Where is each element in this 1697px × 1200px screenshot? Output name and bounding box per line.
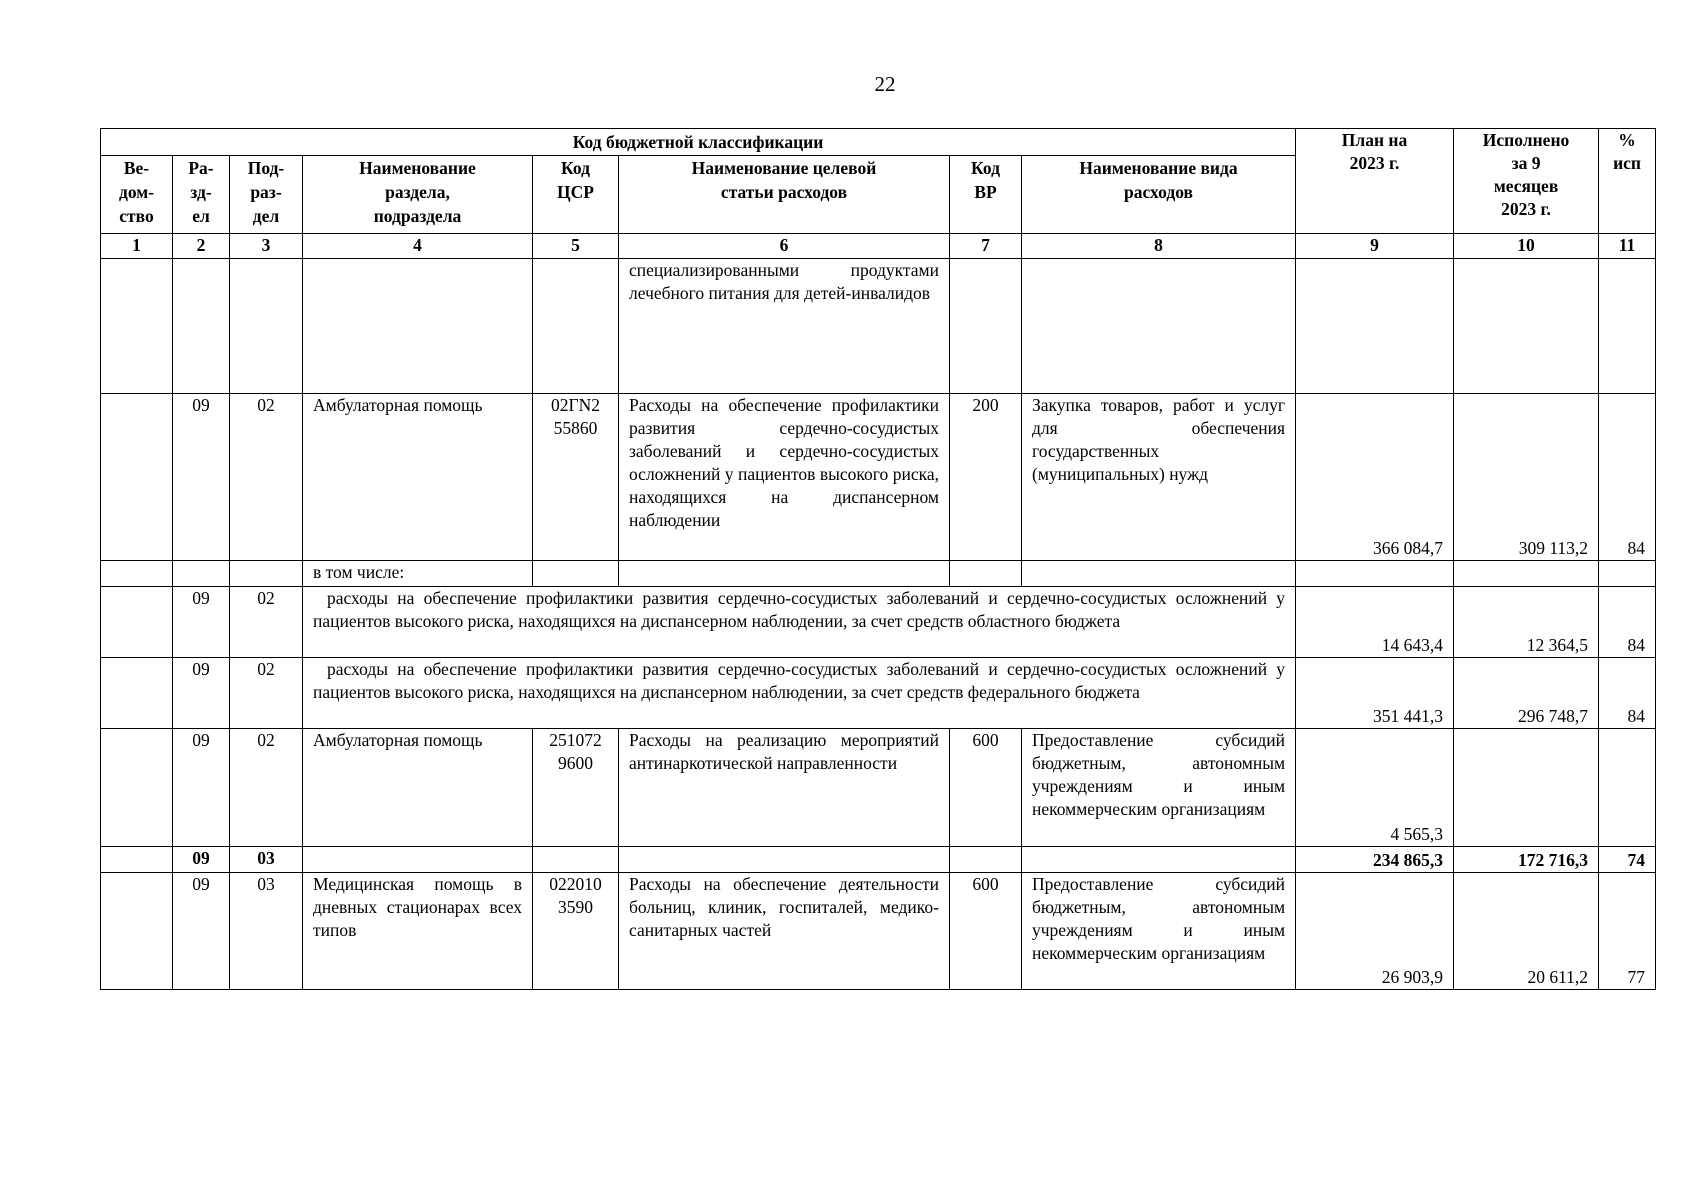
column-number: 1: [101, 234, 173, 259]
cell-percent: 84: [1599, 658, 1656, 729]
column-number: 6: [619, 234, 950, 259]
header-percent: % исп: [1599, 129, 1656, 234]
cell-done: [1454, 259, 1599, 394]
cell-done: [1454, 561, 1599, 587]
header-podrazdel: Под- раз- дел: [230, 156, 303, 234]
header-plan: План на 2023 г.: [1296, 129, 1454, 234]
cell-percent: 77: [1599, 873, 1656, 990]
column-numbers-row: [101, 234, 1656, 259]
column-number: 8: [1022, 234, 1296, 259]
cell-spanning-description: расходы на обеспечение профилактики развития сердечно-сосудистых заболеваний и сердечно-сосудистых осложнений у пациентов высокого риска, находящихся на диспансерном наблюдении, за счет средств областного бюджета: [303, 587, 1296, 658]
cell-target-name: [619, 847, 950, 873]
cell-target-name: Расходы на обеспечение деятельности больниц, клиник, госпиталей, медико-санитарных частей: [619, 873, 950, 990]
cell-done: 20 611,2: [1454, 873, 1599, 990]
table-row: [101, 587, 1656, 658]
table-row-subtotal: [101, 847, 1656, 873]
header-razdel: Ра- зд- ел: [173, 156, 230, 234]
cell-vedomstvo: [101, 873, 173, 990]
cell-vedomstvo: [101, 587, 173, 658]
table-row: [101, 729, 1656, 847]
column-number: 3: [230, 234, 303, 259]
cell-razdel: [173, 561, 230, 587]
cell-type-name: Предоставление субсидий бюджетным, автономным учреждениям и иным некоммерческим организациям: [1022, 873, 1296, 990]
cell-plan: [1296, 561, 1454, 587]
cell-done: 12 364,5: [1454, 587, 1599, 658]
cell-type-name: [1022, 259, 1296, 394]
cell-vr: [950, 561, 1022, 587]
cell-podrazdel: 02: [230, 658, 303, 729]
cell-percent: [1599, 561, 1656, 587]
header-vedomstvo: Ве- дом- ство: [101, 156, 173, 234]
cell-vedomstvo: [101, 259, 173, 394]
cell-podrazdel: 02: [230, 729, 303, 847]
header-group-title: Код бюджетной классификации: [101, 129, 1296, 156]
cell-plan: 234 865,3: [1296, 847, 1454, 873]
cell-target-name: Расходы на обеспечение профилактики развития сердечно-сосудистых заболеваний и сердечно-сосудистых осложнений у пациентов высокого риска, находящихся на диспансерном наблюдении: [619, 394, 950, 561]
cell-csr: [533, 561, 619, 587]
cell-podrazdel: 03: [230, 873, 303, 990]
cell-vr: 200: [950, 394, 1022, 561]
cell-target-name: специализированными продуктами лечебного питания для детей-инвалидов: [619, 259, 950, 394]
cell-section-name: Амбулаторная помощь: [303, 394, 533, 561]
cell-podrazdel: [230, 259, 303, 394]
column-number: 5: [533, 234, 619, 259]
table-row: [101, 561, 1656, 587]
column-number: 9: [1296, 234, 1454, 259]
cell-vedomstvo: [101, 729, 173, 847]
header-type-name: Наименование вида расходов: [1022, 156, 1296, 234]
cell-plan: 26 903,9: [1296, 873, 1454, 990]
cell-section-name: Амбулаторная помощь: [303, 729, 533, 847]
cell-spanning-description: расходы на обеспечение профилактики развития сердечно-сосудистых заболеваний и сердечно-сосудистых осложнений у пациентов высокого риска, находящихся на диспансерном наблюдении, за счет средств федерального бюджета: [303, 658, 1296, 729]
cell-plan: 14 643,4: [1296, 587, 1454, 658]
cell-target-name: [619, 561, 950, 587]
cell-razdel: 09: [173, 873, 230, 990]
page-number: 22: [874, 72, 896, 96]
cell-plan: 4 565,3: [1296, 729, 1454, 847]
cell-type-name: [1022, 561, 1296, 587]
cell-vedomstvo: [101, 658, 173, 729]
column-number: 4: [303, 234, 533, 259]
cell-vedomstvo: [101, 394, 173, 561]
cell-done: 296 748,7: [1454, 658, 1599, 729]
cell-vr: [950, 259, 1022, 394]
cell-vedomstvo: [101, 847, 173, 873]
header-done: Исполнено за 9 месяцев 2023 г.: [1454, 129, 1599, 234]
cell-done: [1454, 729, 1599, 847]
cell-section-name: в том числе:: [303, 561, 533, 587]
table-row: [101, 873, 1656, 990]
cell-csr: [533, 259, 619, 394]
cell-razdel: 09: [173, 587, 230, 658]
cell-target-name: Расходы на реализацию мероприятий антинаркотической направленности: [619, 729, 950, 847]
cell-razdel: 09: [173, 729, 230, 847]
table-row: [101, 259, 1656, 394]
cell-section-name: [303, 847, 533, 873]
cell-csr: 251072 9600: [533, 729, 619, 847]
cell-vedomstvo: [101, 561, 173, 587]
cell-section-name: [303, 259, 533, 394]
table-row: [101, 658, 1656, 729]
cell-type-name: Закупка товаров, работ и услуг для обеспечения государственных (муниципальных) нужд: [1022, 394, 1296, 561]
cell-percent: [1599, 729, 1656, 847]
cell-vr: [950, 847, 1022, 873]
cell-type-name: Предоставление субсидий бюджетным, автономным учреждениям и иным некоммерческим организациям: [1022, 729, 1296, 847]
cell-podrazdel: 02: [230, 587, 303, 658]
cell-section-name: Медицинская помощь в дневных стационарах всех типов: [303, 873, 533, 990]
cell-csr: 02ГN2 55860: [533, 394, 619, 561]
cell-percent: 84: [1599, 587, 1656, 658]
cell-razdel: 09: [173, 847, 230, 873]
cell-podrazdel: [230, 561, 303, 587]
column-number: 10: [1454, 234, 1599, 259]
header-row-group: [101, 129, 1656, 156]
cell-vr: 600: [950, 729, 1022, 847]
cell-percent: 74: [1599, 847, 1656, 873]
column-number: 2: [173, 234, 230, 259]
cell-podrazdel: 02: [230, 394, 303, 561]
cell-csr: 022010 3590: [533, 873, 619, 990]
cell-plan: 366 084,7: [1296, 394, 1454, 561]
table-row: [101, 394, 1656, 561]
header-target-name: Наименование целевой статьи расходов: [619, 156, 950, 234]
cell-done: 309 113,2: [1454, 394, 1599, 561]
column-number: 7: [950, 234, 1022, 259]
cell-vr: 600: [950, 873, 1022, 990]
header-section-name: Наименование раздела, подраздела: [303, 156, 533, 234]
cell-podrazdel: 03: [230, 847, 303, 873]
header-vr: Код ВР: [950, 156, 1022, 234]
cell-plan: [1296, 259, 1454, 394]
budget-table: [100, 128, 1656, 990]
cell-percent: 84: [1599, 394, 1656, 561]
cell-razdel: 09: [173, 658, 230, 729]
column-number: 11: [1599, 234, 1656, 259]
cell-done: 172 716,3: [1454, 847, 1599, 873]
cell-razdel: 09: [173, 394, 230, 561]
cell-percent: [1599, 259, 1656, 394]
cell-type-name: [1022, 847, 1296, 873]
cell-csr: [533, 847, 619, 873]
cell-razdel: [173, 259, 230, 394]
cell-plan: 351 441,3: [1296, 658, 1454, 729]
header-csr: Код ЦСР: [533, 156, 619, 234]
